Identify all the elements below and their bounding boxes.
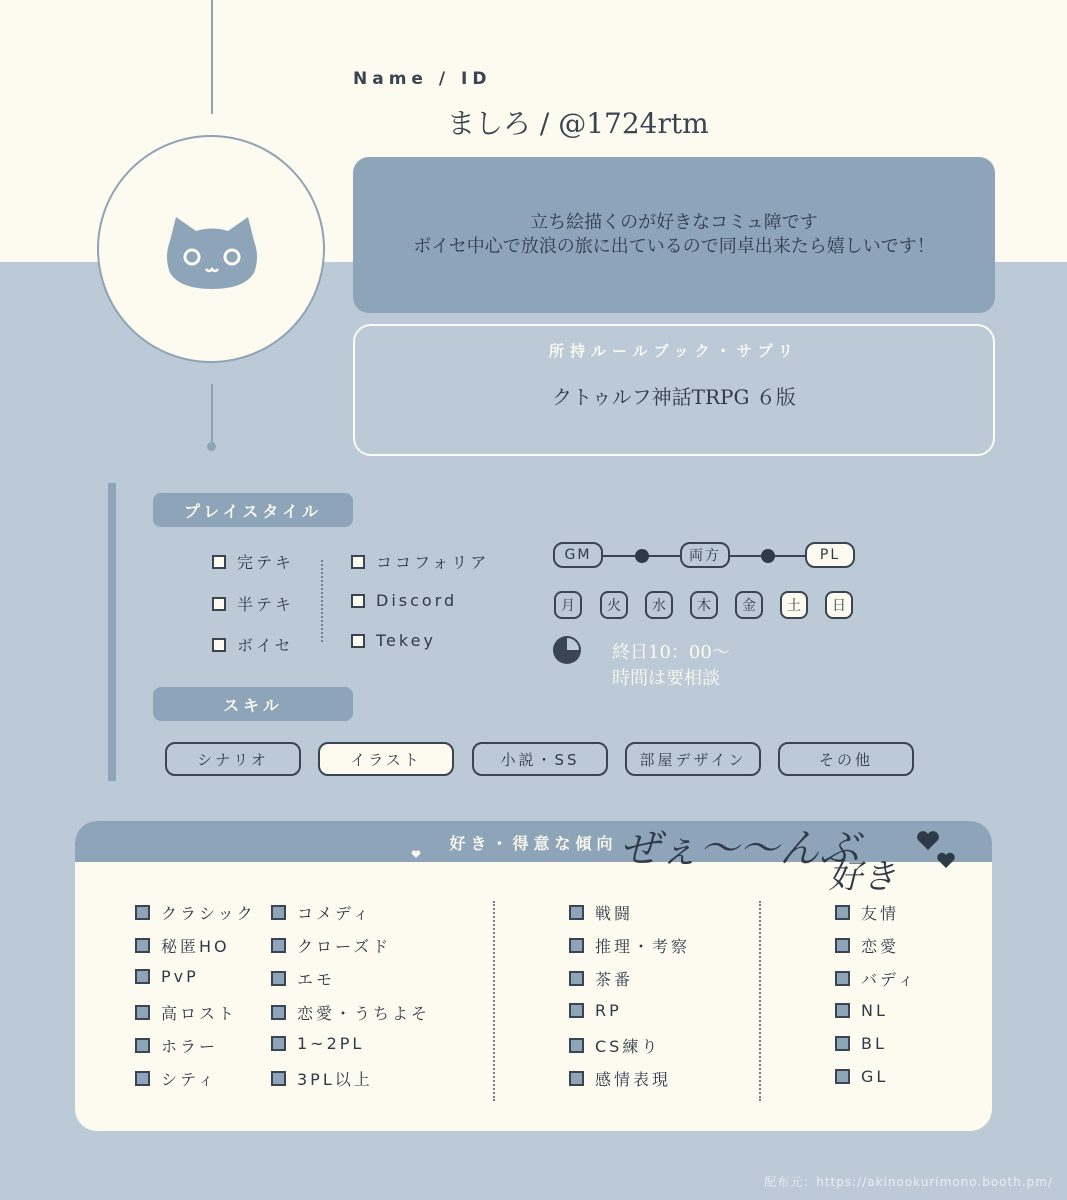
pref-label: クローズド (297, 937, 392, 956)
pref-label: 高ロスト (161, 1004, 238, 1023)
rulebook-value: クトゥルフ神話TRPG ６版 (552, 385, 796, 409)
checkbox[interactable] (135, 1071, 150, 1086)
checkbox-item[interactable] (212, 592, 294, 615)
heart-icon (937, 853, 954, 868)
checkbox-label: ココフォリア (376, 553, 490, 572)
pref-item[interactable] (835, 1067, 888, 1086)
skill-illust[interactable]: イラスト (318, 742, 454, 776)
skill-room-design[interactable]: 部屋デザイン (625, 742, 761, 776)
rulebook-title: 所持ルールブック・サプリ (548, 342, 800, 360)
checkbox[interactable] (835, 905, 850, 920)
pref-label: 3PL以上 (297, 1070, 373, 1089)
time-text (612, 640, 730, 692)
checkbox[interactable] (569, 1071, 584, 1086)
checkbox[interactable] (271, 971, 286, 986)
pref-label: 秘匿HO (161, 937, 230, 956)
pref-item[interactable] (835, 1034, 887, 1053)
pref-label: バディ (861, 970, 917, 989)
day-mon[interactable]: 月 (554, 591, 582, 619)
checkbox[interactable] (135, 1005, 150, 1020)
checkbox[interactable] (135, 905, 150, 920)
day-tue[interactable]: 火 (600, 591, 628, 619)
time-line: 終日10：00〜 (612, 642, 730, 663)
pref-item[interactable] (569, 901, 633, 924)
name-label: Name / ID (353, 69, 492, 89)
pref-label: シティ (161, 1070, 217, 1089)
pref-item[interactable] (569, 1001, 622, 1020)
checkbox[interactable] (212, 638, 226, 652)
checkbox-item[interactable] (351, 591, 457, 610)
checkbox-label: 半テキ (237, 595, 295, 614)
heart-icon (917, 831, 939, 850)
skill-novel[interactable]: 小説・SS (472, 742, 608, 776)
rulebook-box (353, 324, 995, 456)
pref-item[interactable] (569, 1034, 660, 1057)
handwritten-line-2: 好き (828, 857, 896, 890)
checkbox-label: Tekey (376, 631, 436, 650)
preferences-title: 好き・得意な傾向 (449, 834, 618, 853)
checkbox[interactable] (135, 938, 150, 953)
pref-label: 推理・考察 (595, 937, 691, 956)
day-sat[interactable]: 土 (780, 591, 808, 619)
cat-face-icon (162, 213, 262, 293)
pref-label: 1~2PL (297, 1034, 365, 1053)
checkbox[interactable] (569, 938, 584, 953)
pref-item[interactable] (271, 1034, 364, 1053)
pref-label: 友情 (861, 904, 900, 923)
pref-item[interactable] (135, 1001, 237, 1024)
checkbox[interactable] (835, 938, 850, 953)
checkbox[interactable] (835, 1003, 850, 1018)
day-thu[interactable]: 木 (690, 591, 718, 619)
pref-label: コメディ (297, 904, 372, 923)
pref-item[interactable] (569, 1067, 671, 1090)
checkbox[interactable] (351, 634, 365, 648)
role-both[interactable]: 両方 (680, 542, 730, 568)
footer-credit: 配布元：https://akinookurimono.booth.pm/ (764, 1175, 1053, 1189)
pref-item[interactable] (835, 901, 899, 924)
pref-label: 感情表現 (595, 1070, 672, 1089)
top-connector-line (211, 0, 213, 114)
pref-label: ホラー (161, 1037, 219, 1056)
bio-box (353, 157, 995, 313)
pref-label: GL (861, 1067, 889, 1086)
pref-label: PvP (161, 967, 199, 986)
checkbox[interactable] (569, 1038, 584, 1053)
pref-label: CS練り (595, 1037, 661, 1056)
pref-item[interactable] (271, 1001, 430, 1024)
checkbox-label: ボイセ (237, 636, 294, 655)
bio-line: ボイセ中心で放浪の旅に出ているので同卓出来たら嬉しいです！ (413, 236, 935, 257)
pref-item[interactable] (271, 967, 335, 990)
dotted-divider (759, 901, 761, 1101)
pref-label: 恋愛・うちよそ (297, 1004, 431, 1023)
checkbox[interactable] (271, 1071, 286, 1086)
day-fri[interactable]: 金 (735, 591, 763, 619)
bottom-connector-line (211, 384, 213, 444)
clock-icon (553, 636, 581, 664)
checkbox[interactable] (351, 594, 365, 608)
pref-label: 戦闘 (595, 904, 634, 923)
pref-item[interactable] (135, 934, 230, 957)
checkbox-label: Discord (376, 591, 458, 610)
pref-item[interactable] (135, 1034, 218, 1057)
checkbox[interactable] (351, 555, 365, 569)
day-sun[interactable]: 日 (825, 591, 853, 619)
checkbox[interactable] (569, 905, 584, 920)
checkbox[interactable] (212, 597, 226, 611)
dotted-divider (493, 901, 495, 1101)
role-gm[interactable]: GM (553, 542, 603, 568)
pref-label: 茶番 (595, 970, 634, 989)
checkbox[interactable] (135, 969, 150, 984)
pref-item[interactable] (569, 934, 690, 957)
checkbox-label: 完テキ (237, 553, 295, 572)
pref-item[interactable] (135, 1067, 217, 1090)
pref-label: NL (861, 1001, 888, 1020)
checkbox[interactable] (271, 1005, 286, 1020)
bio-line: 立ち絵描くのが好きなコミュ障です (530, 212, 818, 233)
time-line: 時間は要相談 (612, 668, 720, 689)
playstyle-title: プレイスタイル (153, 493, 353, 527)
pref-label: RP (595, 1001, 622, 1020)
handwritten-line-1: ぜぇ〜〜んぶ (620, 826, 860, 872)
checkbox[interactable] (569, 1003, 584, 1018)
checkbox-item[interactable] (212, 633, 294, 656)
pref-label: 恋愛 (861, 937, 900, 956)
skill-other[interactable]: その他 (778, 742, 914, 776)
pref-label: エモ (297, 970, 336, 989)
checkbox[interactable] (835, 1036, 850, 1051)
pref-item[interactable] (271, 901, 372, 924)
checkbox-item[interactable] (351, 550, 489, 573)
pref-item[interactable] (835, 967, 917, 990)
skills-title: スキル (153, 687, 353, 721)
section-accent-bar (108, 483, 116, 781)
checkbox-item[interactable] (351, 631, 436, 650)
role-pl[interactable]: PL (805, 542, 855, 568)
pref-label: クラシック (161, 904, 256, 923)
day-wed[interactable]: 水 (645, 591, 673, 619)
pref-item[interactable] (835, 1001, 888, 1020)
pref-item[interactable] (271, 934, 391, 957)
avatar (97, 135, 325, 363)
checkbox[interactable] (569, 971, 584, 986)
checkbox[interactable] (135, 1038, 150, 1053)
pref-item[interactable] (135, 901, 256, 924)
pref-item[interactable] (835, 934, 899, 957)
pref-item[interactable] (569, 967, 633, 990)
checkbox[interactable] (271, 938, 286, 953)
dotted-divider (321, 560, 323, 642)
pref-label: BL (861, 1034, 887, 1053)
checkbox[interactable] (835, 971, 850, 986)
checkbox[interactable] (835, 1069, 850, 1084)
checkbox[interactable] (212, 555, 226, 569)
role-dot (635, 549, 649, 563)
checkbox[interactable] (271, 905, 286, 920)
role-dot (761, 549, 775, 563)
pref-item[interactable] (135, 967, 199, 986)
checkbox[interactable] (271, 1036, 286, 1051)
heart-icon (411, 849, 421, 859)
connector-dot (207, 442, 216, 451)
checkbox-item[interactable] (212, 550, 294, 573)
pref-item[interactable] (271, 1067, 373, 1090)
name-value: ましろ / @1724rtm (447, 107, 709, 140)
skill-scenario[interactable]: シナリオ (165, 742, 301, 776)
handwritten-note (610, 790, 960, 890)
